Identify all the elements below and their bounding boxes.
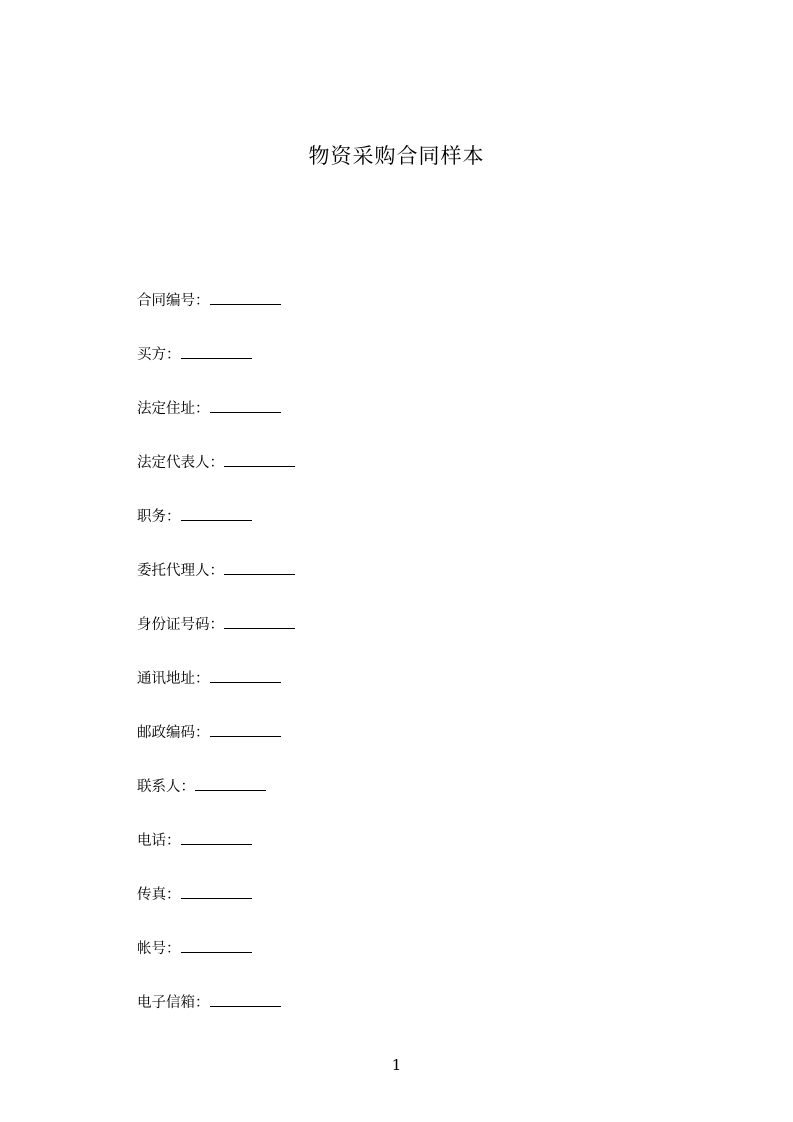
field-label: 电子信箱： bbox=[137, 995, 210, 1011]
field-label: 职务： bbox=[137, 509, 181, 525]
field-buyer bbox=[137, 344, 657, 398]
field-label: 法定代表人： bbox=[137, 455, 224, 471]
fill-in-blank bbox=[181, 506, 252, 521]
document-title: 物资采购合同样本 bbox=[308, 144, 485, 168]
field-label: 联系人： bbox=[137, 779, 195, 795]
fill-in-blank bbox=[181, 884, 252, 899]
field-label: 法定住址： bbox=[137, 401, 210, 417]
field-contact-person bbox=[137, 776, 657, 830]
field-account-number bbox=[137, 938, 657, 992]
field-phone bbox=[137, 830, 657, 884]
fill-in-blank bbox=[224, 614, 295, 629]
field-label: 传真： bbox=[137, 887, 181, 903]
fill-in-blank bbox=[210, 722, 281, 737]
fill-in-blank bbox=[210, 290, 281, 305]
fill-in-blank bbox=[224, 560, 295, 575]
field-contract-number bbox=[137, 290, 657, 344]
field-label: 邮政编码： bbox=[137, 725, 210, 741]
fill-in-blank bbox=[181, 830, 252, 845]
fill-in-blank bbox=[210, 992, 281, 1007]
field-position bbox=[137, 506, 657, 560]
field-email bbox=[137, 992, 657, 1046]
field-label: 身份证号码： bbox=[137, 617, 224, 633]
fill-in-blank bbox=[181, 938, 252, 953]
contract-party-fields bbox=[137, 290, 657, 1046]
field-label: 通讯地址： bbox=[137, 671, 210, 687]
field-postal-code bbox=[137, 722, 657, 776]
field-fax bbox=[137, 884, 657, 938]
fill-in-blank bbox=[210, 668, 281, 683]
field-legal-address bbox=[137, 398, 657, 452]
fill-in-blank bbox=[210, 398, 281, 413]
field-legal-representative bbox=[137, 452, 657, 506]
fill-in-blank bbox=[224, 452, 295, 467]
field-label: 买方： bbox=[137, 347, 181, 363]
field-authorized-agent bbox=[137, 560, 657, 614]
field-label: 委托代理人： bbox=[137, 563, 224, 579]
field-id-number bbox=[137, 614, 657, 668]
field-label: 帐号： bbox=[137, 941, 181, 957]
field-label: 合同编号： bbox=[137, 293, 210, 309]
field-mailing-address bbox=[137, 668, 657, 722]
field-label: 电话： bbox=[137, 833, 181, 849]
fill-in-blank bbox=[181, 344, 252, 359]
fill-in-blank bbox=[195, 776, 266, 791]
page-number: 1 bbox=[391, 1056, 402, 1074]
